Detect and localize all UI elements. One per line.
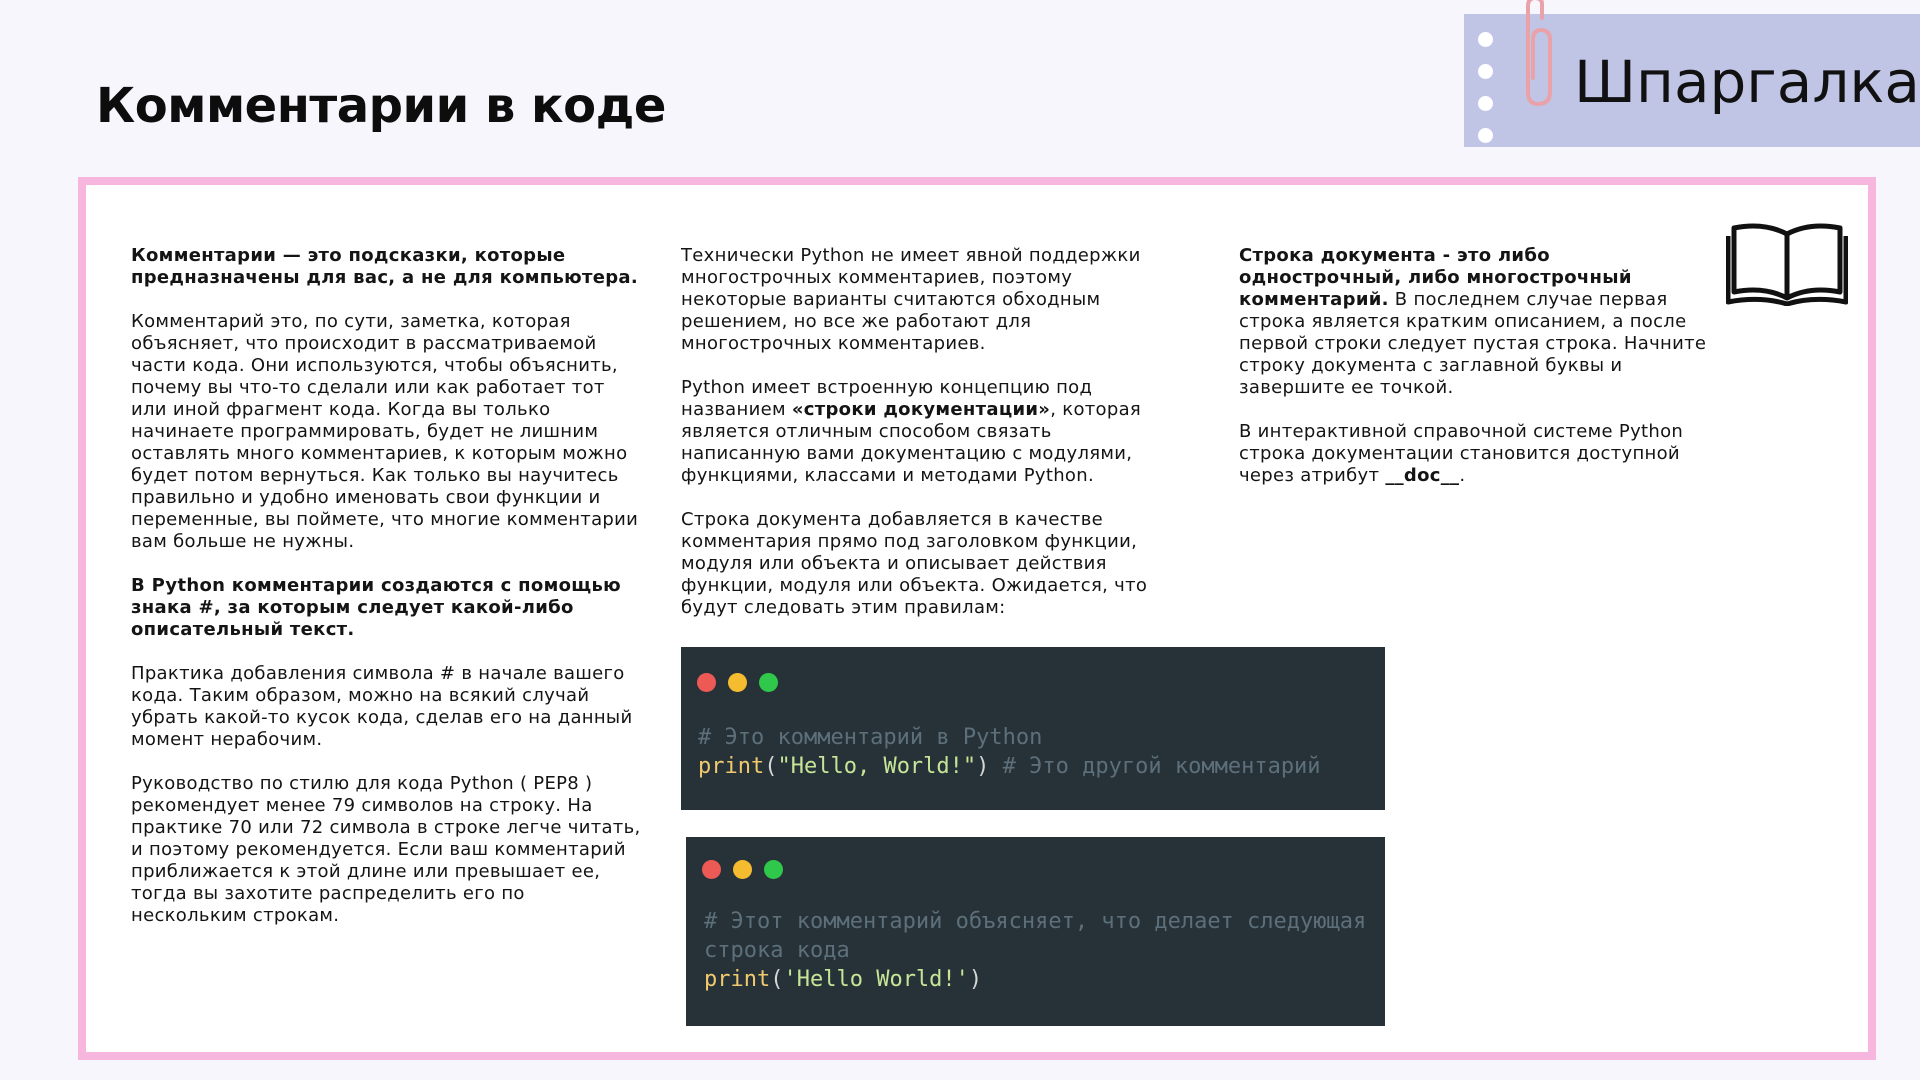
minimize-dot-icon <box>728 673 747 692</box>
paragraph: Комментарий это, по сути, заметка, которая объясняет, что происходит в рассматриваемой части кода. Они используются, чтобы объяснить, почему вы что-то сделали или как работает тот или иной фрагмент кода. Когда вы только начинаете программировать, будет не лишним оставлять много комментариев, к которым можно будет потом вернуться. Как только вы научитесь правильно и удобно именовать свои функции и переменные, вы поймете, что многие комментарии вам больше не нужны. <box>131 311 639 552</box>
paragraph: Строка документа добавляется в качестве комментария прямо под заголовком функции, модуля или объекта и описывает действия функции, модуля или объекта. Ожидается, что будут следовать этим правилам: <box>681 509 1148 618</box>
code-string: "Hello, World!" <box>777 754 977 779</box>
text-span: Python имеет встроенную концепцию под названием <box>681 377 1093 420</box>
bold-lead: В Python комментарии создаются с помощью знака #, за которым следует какой-либо описательный текст. <box>131 575 621 640</box>
code-punct: ( <box>764 754 778 779</box>
bold-lead: Комментарии — это подсказки, которые предназначены для вас, а не для компьютера. <box>131 245 638 288</box>
paragraph: Технически Python не имеет явной поддержки многострочных комментариев, поэтому некоторые варианты считаются обходным решением, но все же работают для многострочных комментариев. <box>681 245 1141 354</box>
close-dot-icon <box>702 860 721 879</box>
code-keyword: print <box>698 754 765 779</box>
paragraph <box>131 245 641 289</box>
text-span: . <box>1459 465 1466 486</box>
binder-hole-dot <box>1478 96 1493 111</box>
paragraph: Практика добавления символа # в начале вашего кода. Таким образом, можно на всякий случай убрать какой-то кусок кода, сделав его на данный момент нерабочим. <box>131 663 633 750</box>
text-span: В последнем случае первая строка является кратким описанием, а после первой строки следует пустая строка. Начните строку документа с заглавной буквы и завершите ее точкой. <box>1239 289 1707 398</box>
cheatsheet-badge <box>1464 14 1920 147</box>
code-lines <box>698 723 1321 781</box>
badge-label: Шпаргалка <box>1574 48 1920 116</box>
maximize-dot-icon <box>759 673 778 692</box>
binder-hole-dot <box>1478 128 1493 143</box>
text-column-right <box>1239 245 1709 509</box>
code-string: 'Hello World!' <box>783 967 969 992</box>
open-book-icon <box>1726 220 1848 310</box>
code-punct: ) <box>976 754 990 779</box>
code-comment: # Этот комментарий объясняет, что делает следующая <box>704 909 1367 934</box>
binder-hole-dot <box>1478 32 1493 47</box>
text-column-middle <box>681 245 1161 641</box>
code-comment: # Это другой комментарий <box>989 754 1321 779</box>
bold-term: «строки документации» <box>791 399 1051 420</box>
code-keyword: print <box>704 967 771 992</box>
page-title: Комментарии в коде <box>96 78 666 134</box>
code-comment: строка кода <box>704 938 850 963</box>
bold-term: __doc__ <box>1385 465 1460 486</box>
bold-lead: Строка документа - это либо однострочный, либо многострочный комментарий. <box>1239 245 1632 310</box>
paragraph <box>681 377 1161 487</box>
code-punct: ( <box>770 967 784 992</box>
code-punct: ) <box>968 967 983 992</box>
close-dot-icon <box>697 673 716 692</box>
paperclip-icon <box>1512 0 1558 114</box>
paragraph <box>1239 421 1709 487</box>
minimize-dot-icon <box>733 860 752 879</box>
text-column-left <box>131 245 641 949</box>
paragraph <box>131 575 641 641</box>
code-lines <box>704 907 1366 994</box>
maximize-dot-icon <box>764 860 783 879</box>
code-block <box>686 837 1385 1026</box>
text-span: В интерактивной справочной системе Python строка документации становится доступной через атрибут <box>1239 421 1684 486</box>
code-block <box>681 647 1385 810</box>
paragraph: Руководство по стилю для кода Python ( PEP8 ) рекомендует менее 79 символов на строку. На практике 70 или 72 символа в строке легче читать, и поэтому рекомендуется. Если ваш комментарий приближается к этой длине или превышает ее, тогда вы захотите распределить его по нескольким строкам. <box>131 773 641 926</box>
code-comment: # Это комментарий в Python <box>698 725 1043 750</box>
binder-hole-dot <box>1478 64 1493 79</box>
text-span: , которая является отличным способом связать написанную вами документацию с модулями, функциями, классами и методами Python. <box>681 399 1142 486</box>
paragraph <box>1239 245 1709 399</box>
